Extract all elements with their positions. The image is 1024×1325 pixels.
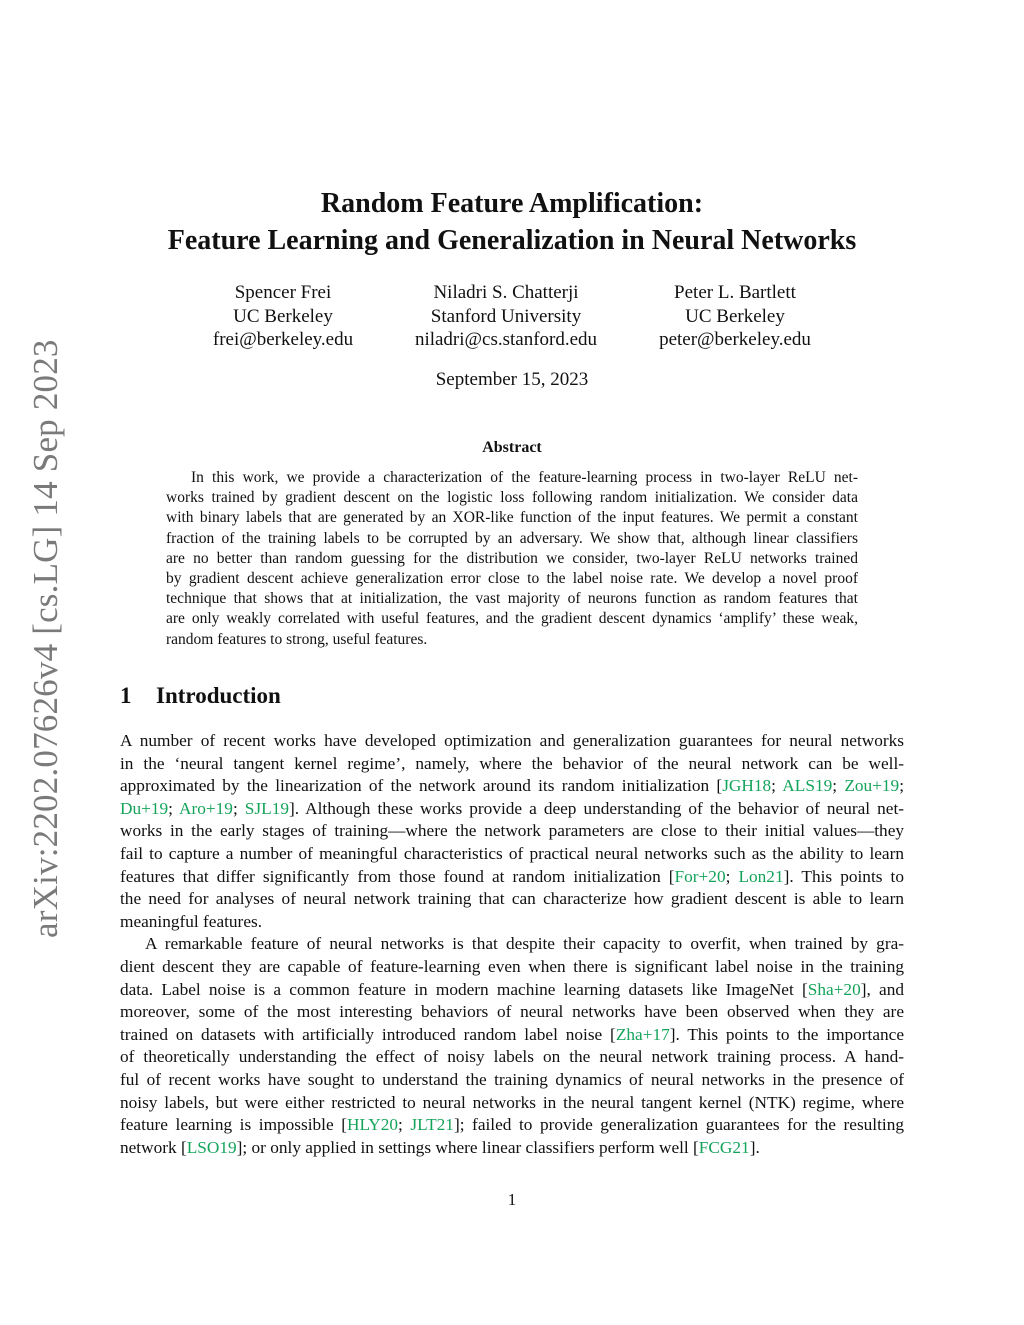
title-line-1: Random Feature Amplification:: [320, 188, 704, 219]
citation-link[interactable]: Zou+19: [844, 776, 900, 796]
text-line: network [LSO19]; or only applied in settings where linear classifiers perform well [FCG21].: [120, 1137, 760, 1157]
text-line: meaningful features.: [120, 911, 263, 931]
author-name: Spencer Frei: [234, 282, 332, 303]
author-2: [406, 281, 606, 352]
abstract-line: technique that shows that at initialization, the vast majority of neurons function as random features that: [166, 590, 858, 608]
abstract-line: random features to strong, useful features.: [166, 630, 428, 648]
text-line: of theoretically understanding the effect of noisy labels on the neural network training process. A hand-: [120, 1047, 904, 1067]
section-number: 1: [120, 683, 132, 708]
text-line: approximated by the linearization of the network around its random initialization [JGH18; ALS19; Zou+19;: [120, 776, 905, 796]
abstract-line: In this work, we provide a characterization of the feature-learning process in two-layer ReLU net-: [191, 469, 858, 486]
abstract-line: are only weakly correlated with useful features, and the gradient descent dynamics ‘amplify’ these weak,: [166, 610, 858, 628]
text-line: moreover, some of the most interesting behaviors of neural networks have been observed when they are: [120, 1002, 904, 1022]
citation-link[interactable]: HLY20: [346, 1115, 399, 1135]
text-line: ful of recent works have sought to understand the training dynamics of neural networks in the presence of: [120, 1069, 904, 1089]
text-line: A number of recent works have developed optimization and generalization guarantees for neural networks: [120, 731, 904, 750]
abstract-line: with binary labels that are generated by an XOR-like function of the input features. We permit a constant: [166, 509, 858, 527]
text-line: the need for analyses of neural network training that can characterize how gradient descent is able to learn: [120, 889, 904, 909]
author-email: frei@berkeley.edu: [212, 329, 354, 350]
text-line: feature learning is impossible [HLY20; JLT21]; failed to provide generalization guarantees for the resulting: [120, 1115, 904, 1135]
citation-link[interactable]: SJL19: [244, 798, 289, 818]
abstract-line: by gradient descent achieve generalization error close to the label noise rate. We develop a novel proof: [166, 570, 858, 588]
citation-link[interactable]: Zha+17: [615, 1024, 670, 1044]
arxiv-stamp: arXiv:2202.07626v4 [cs.LG] 14 Sep 2023: [26, 339, 65, 938]
text-line: A remarkable feature of neural networks is that despite their capacity to overfit, when trained by gra-: [145, 934, 904, 954]
author-3: [635, 281, 835, 352]
text-line: trained on datasets with artificially introduced random label noise [Zha+17]. This points to the importance: [120, 1024, 905, 1044]
publication-date: September 15, 2023: [435, 369, 589, 390]
section-heading: [120, 683, 281, 709]
citation-link[interactable]: Aro+19: [179, 798, 233, 818]
author-name: Niladri S. Chatterji: [433, 282, 579, 303]
text-line: works in the early stages of training—where the network parameters are close to their initial values—they: [120, 821, 904, 841]
citation-link[interactable]: JLT21: [410, 1115, 454, 1135]
author-email: peter@berkeley.edu: [659, 329, 811, 350]
text-line: dient descent they are capable of feature-learning even when there is significant label noise in the training: [120, 956, 904, 976]
citation-link[interactable]: FCG21: [698, 1137, 750, 1157]
body-text: [120, 730, 904, 1159]
author-affiliation: UC Berkeley: [233, 305, 333, 327]
author-affiliation: Stanford University: [430, 305, 582, 327]
author-name: Peter L. Bartlett: [674, 282, 796, 303]
citation-link[interactable]: JGH18: [722, 776, 772, 796]
abstract-text: [166, 468, 858, 650]
author-affiliation: UC Berkeley: [685, 305, 785, 327]
author-1: [183, 281, 383, 352]
section-title: Introduction: [156, 683, 281, 708]
text-line: Du+19; Aro+19; SJL19]. Although these works provide a deep understanding of the behavior of neural net-: [120, 798, 905, 818]
page-number: 1: [507, 1190, 517, 1209]
author-email: niladri@cs.stanford.edu: [414, 329, 598, 350]
text-line: noisy labels, but were either restricted to neural networks in the neural tangent kernel (NTK) regime, where: [120, 1092, 904, 1112]
text-line: fail to capture a number of meaningful characteristics of practical neural networks such as the ability to learn: [120, 843, 904, 863]
text-line: data. Label noise is a common feature in modern machine learning datasets like ImageNet [Sha+20], and: [120, 979, 904, 999]
title-line-2: Feature Learning and Generalization in Neural Networks: [167, 225, 857, 256]
abstract-line: works trained by gradient descent on the logistic loss following random initialization. We consider data: [166, 489, 858, 507]
citation-link[interactable]: Lon21: [738, 866, 784, 886]
paper-title: [120, 185, 904, 259]
abstract-line: are no better than random guessing for the distribution we consider, two-layer ReLU networks trained: [166, 549, 858, 567]
text-line: in the ‘neural tangent kernel regime’, namely, where the behavior of the neural network can be well-: [120, 753, 904, 773]
citation-link[interactable]: LSO19: [186, 1137, 237, 1157]
citation-link[interactable]: Sha+20: [807, 979, 861, 999]
text-line: features that differ significantly from those found at random initialization [For+20; Lon21]. This points to: [120, 866, 904, 886]
abstract-line: fraction of the training labels to be corrupted by an adversary. We show that, although linear classifiers: [166, 529, 858, 547]
abstract-heading: Abstract: [482, 439, 542, 456]
citation-link[interactable]: Du+19: [120, 798, 169, 818]
citation-link[interactable]: For+20: [674, 866, 726, 886]
citation-link[interactable]: ALS19: [782, 776, 833, 796]
